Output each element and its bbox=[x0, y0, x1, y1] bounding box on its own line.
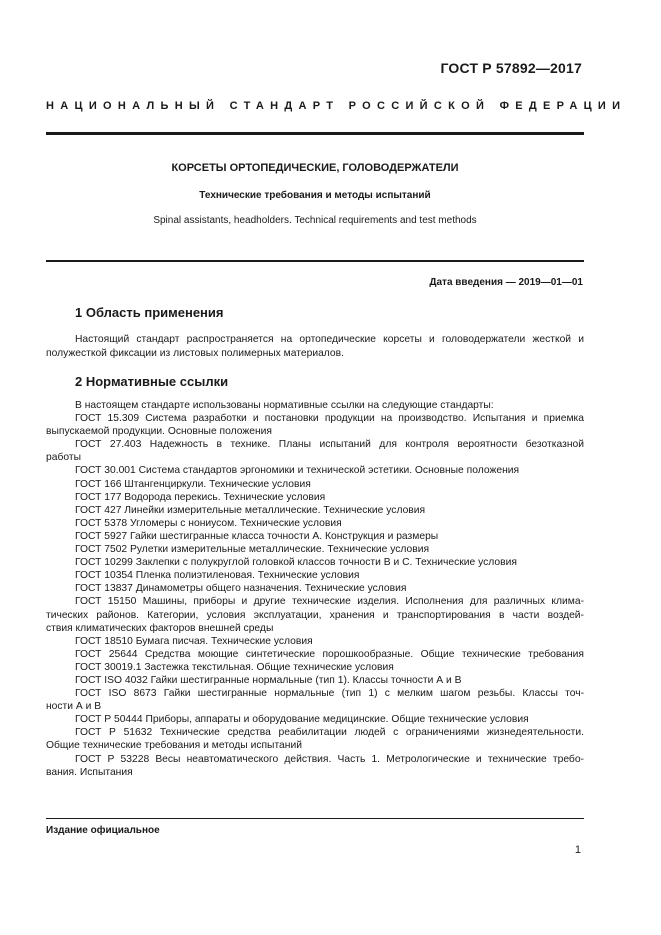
section-2-heading: 2 Нормативные ссылки bbox=[75, 374, 229, 389]
reference-line: выпускаемой продукции. Основные положения bbox=[46, 426, 272, 438]
reference-line: тических районов. Категории, условия эксплуатации, хранения и транспортирования в части воздей- bbox=[46, 609, 584, 621]
reference-line: ГОСТ 18510 Бумага писчая. Технические условия bbox=[75, 635, 313, 647]
introduction-date: Дата введения — 2019—01—01 bbox=[429, 277, 583, 288]
reference-line: ГОСТ 15150 Машины, приборы и другие технические изделия. Исполнения для различных клима- bbox=[75, 596, 584, 608]
reference-line: ГОСТ 27.403 Надежность в технике. Планы испытаний для контроля вероятности безотказной bbox=[75, 439, 584, 451]
page-number: 1 bbox=[574, 844, 581, 856]
reference-line: ГОСТ 30019.1 Застежка текстильная. Общие технические условия bbox=[75, 661, 394, 673]
reference-line: ГОСТ 13837 Динамометры общего назначения. Технические условия bbox=[75, 583, 407, 595]
document-title: КОРСЕТЫ ОРТОПЕДИЧЕСКИЕ, ГОЛОВОДЕРЖАТЕЛИ bbox=[171, 162, 459, 174]
reference-line: В настоящем стандарте использованы нормативные ссылки на следующие стандарты: bbox=[75, 400, 494, 411]
reference-line: ствия климатических факторов внешней среды bbox=[46, 622, 274, 634]
reference-line: ности А и В bbox=[46, 701, 102, 713]
reference-line: ГОСТ 25644 Средства моющие синтетические порошкообразные. Общие технические требования bbox=[75, 648, 584, 660]
document-title-english: Spinal assistants, headholders. Technical requirements and test methods bbox=[153, 215, 477, 226]
reference-line: ГОСТ 5927 Гайки шестигранные класса точности А. Конструкция и размеры bbox=[75, 530, 439, 542]
header-rule bbox=[46, 132, 584, 135]
reference-line: ГОСТ Р 53228 Весы неавтоматического действия. Часть 1. Метрологические и технические требо- bbox=[75, 753, 584, 765]
section-1-text bbox=[46, 333, 584, 361]
reference-line: ГОСТ 5378 Угломеры с нониусом. Технические условия bbox=[75, 517, 342, 529]
document-subtitle: Технические требования и методы испытаний bbox=[199, 190, 431, 201]
reference-line: ГОСТ Р 51632 Технические средства реабилитации людей с ограничениями жизнедеятельности. bbox=[75, 727, 584, 739]
reference-line: ГОСТ 427 Линейки измерительные металлические. Технические условия bbox=[75, 504, 426, 516]
reference-line: ГОСТ 10299 Заклепки с полукруглой головкой классов точности В и С. Технические условия bbox=[75, 557, 517, 569]
reference-line: ГОСТ 10354 Пленка полиэтиленовая. Технические условия bbox=[75, 570, 360, 582]
reference-line: ГОСТ 7502 Рулетки измерительные металлические. Технические условия bbox=[75, 544, 430, 556]
reference-line: ГОСТ 30.001 Система стандартов эргономики и технической эстетики. Основные положения bbox=[75, 465, 520, 477]
section-1-heading: 1 Область применения bbox=[75, 305, 224, 320]
reference-line: вания. Испытания bbox=[46, 766, 133, 778]
section-1-line: полужесткой фиксации из листовых полимерных материалов. bbox=[46, 348, 344, 359]
title-rule bbox=[46, 260, 584, 262]
reference-line: ГОСТ 177 Водорода перекись. Технические условия bbox=[75, 491, 326, 503]
reference-line: ГОСТ 15.309 Система разработки и постановки продукции на производство. Испытания и приемка bbox=[75, 413, 584, 425]
reference-line: ГОСТ ISO 8673 Гайки шестигранные нормальные (тип 1) с мелким шагом резьбы. Классы точ- bbox=[75, 688, 584, 700]
footer-rule bbox=[46, 818, 584, 819]
normative-references-list bbox=[46, 399, 584, 779]
reference-line: Общие технические требования и методы испытаний bbox=[46, 740, 302, 752]
document-code: ГОСТ Р 57892—2017 bbox=[440, 60, 582, 76]
section-1-line: Настоящий стандарт распространяется на ортопедические корсеты и головодержатели жесткой и bbox=[75, 334, 584, 345]
reference-line: ГОСТ 166 Штангенциркули. Технические условия bbox=[75, 478, 311, 490]
reference-line: работы bbox=[46, 452, 81, 464]
reference-line: ГОСТ ISO 4032 Гайки шестигранные нормальные (тип 1). Классы точности А и В bbox=[75, 674, 462, 686]
reference-line: ГОСТ Р 50444 Приборы, аппараты и оборудование медицинские. Общие технические условия bbox=[75, 714, 529, 726]
official-edition-note: Издание официальное bbox=[46, 825, 160, 836]
national-standard-banner: НАЦИОНАЛЬНЫЙ СТАНДАРТ РОССИЙСКОЙ ФЕДЕРАЦИИ bbox=[46, 100, 627, 112]
